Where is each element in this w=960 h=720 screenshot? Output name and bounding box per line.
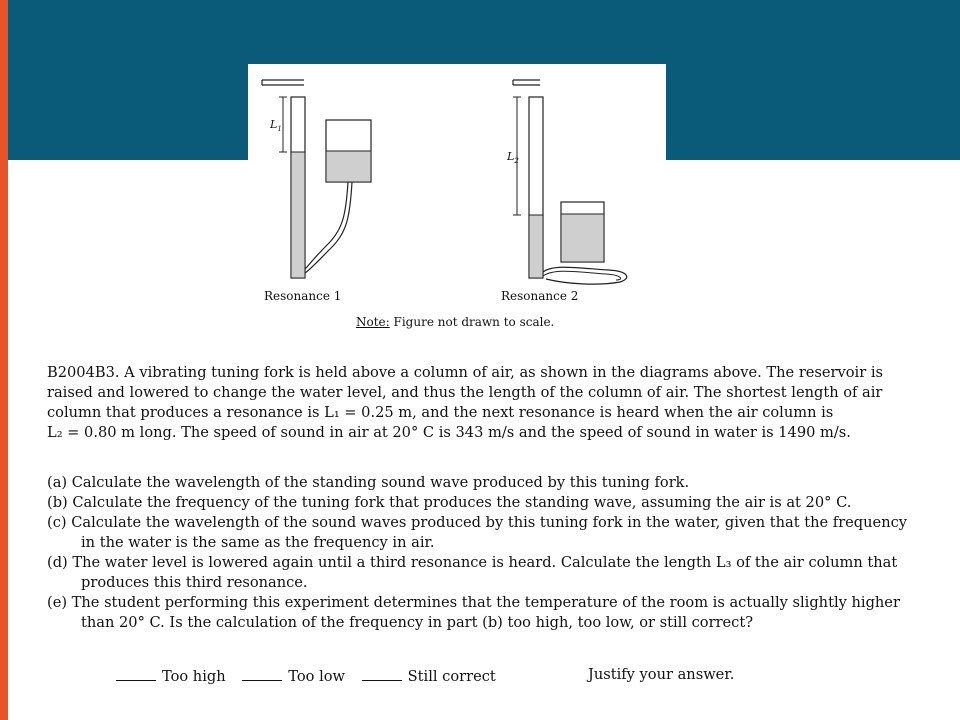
part-c-line-2: in the water is the same as the frequency in air. bbox=[81, 534, 435, 551]
problem-line-2: raised and lowered to change the water level, and thus the length of the column of air. The shortest length of air bbox=[47, 384, 883, 401]
part-c-line-1: (c) Calculate the wavelength of the sound waves produced by this tuning fork in the water, given that the frequency bbox=[47, 514, 908, 531]
part-d-line-2: produces this third resonance. bbox=[81, 574, 308, 591]
problem-statement bbox=[47, 363, 927, 443]
part-d-line-1: (d) The water level is lowered again until a third resonance is heard. Calculate the length L₃ of the air column that bbox=[47, 554, 898, 571]
label-L2: L bbox=[507, 150, 515, 163]
option-still-correct: Still correct bbox=[407, 668, 496, 685]
svg-text:L1 bbox=[269, 118, 282, 133]
resonance-2-apparatus bbox=[506, 80, 627, 284]
caption-resonance-2: Resonance 2 bbox=[501, 289, 579, 303]
problem-line-4: L₂ = 0.80 m long. The speed of sound in air at 20° C is 343 m/s and the speed of sound in water is 1490 m/s. bbox=[47, 424, 851, 441]
blank-too-high[interactable] bbox=[116, 666, 156, 681]
option-too-high: Too high bbox=[162, 668, 226, 685]
label-L1-subscript: 1 bbox=[277, 125, 282, 133]
resonance-1-apparatus bbox=[262, 80, 371, 278]
part-b: (b) Calculate the frequency of the tuning fork that produces the standing wave, assuming the air is at 20° C. bbox=[47, 494, 852, 511]
question-parts bbox=[47, 473, 937, 633]
part-c bbox=[47, 513, 937, 553]
blank-too-low[interactable] bbox=[242, 666, 282, 681]
resonance-1-water bbox=[292, 152, 304, 277]
problem-line-3: column that produces a resonance is L₁ = 0.25 m, and the next resonance is heard when the air column is bbox=[47, 404, 834, 421]
caption-resonance-1: Resonance 1 bbox=[264, 289, 342, 303]
resonance-figure bbox=[248, 64, 666, 346]
note-label: Note: bbox=[356, 315, 390, 329]
part-e-line-1: (e) The student performing this experiment determines that the temperature of the room is actually slightly higher bbox=[47, 594, 900, 611]
resonance-diagram bbox=[248, 64, 666, 346]
note-text: Figure not drawn to scale. bbox=[389, 315, 555, 329]
justify-prompt: Justify your answer. bbox=[588, 666, 735, 683]
part-e bbox=[47, 593, 937, 633]
part-d bbox=[47, 553, 937, 593]
blank-still-correct[interactable] bbox=[362, 666, 402, 681]
answer-choices bbox=[116, 666, 508, 685]
label-L2-subscript: 2 bbox=[514, 157, 519, 165]
part-e-line-2: than 20° C. Is the calculation of the frequency in part (b) too high, too low, or still correct? bbox=[81, 614, 754, 631]
problem-line-1: B2004B3. A vibrating tuning fork is held above a column of air, as shown in the diagrams above. The reservoir is bbox=[47, 364, 883, 381]
part-a: (a) Calculate the wavelength of the standing sound wave produced by this tuning fork. bbox=[47, 474, 690, 491]
resonance-2-water bbox=[530, 215, 542, 277]
option-too-low: Too low bbox=[288, 668, 346, 685]
figure-note bbox=[356, 315, 554, 329]
left-accent-stripe bbox=[0, 0, 8, 720]
label-L1: L bbox=[270, 118, 278, 131]
